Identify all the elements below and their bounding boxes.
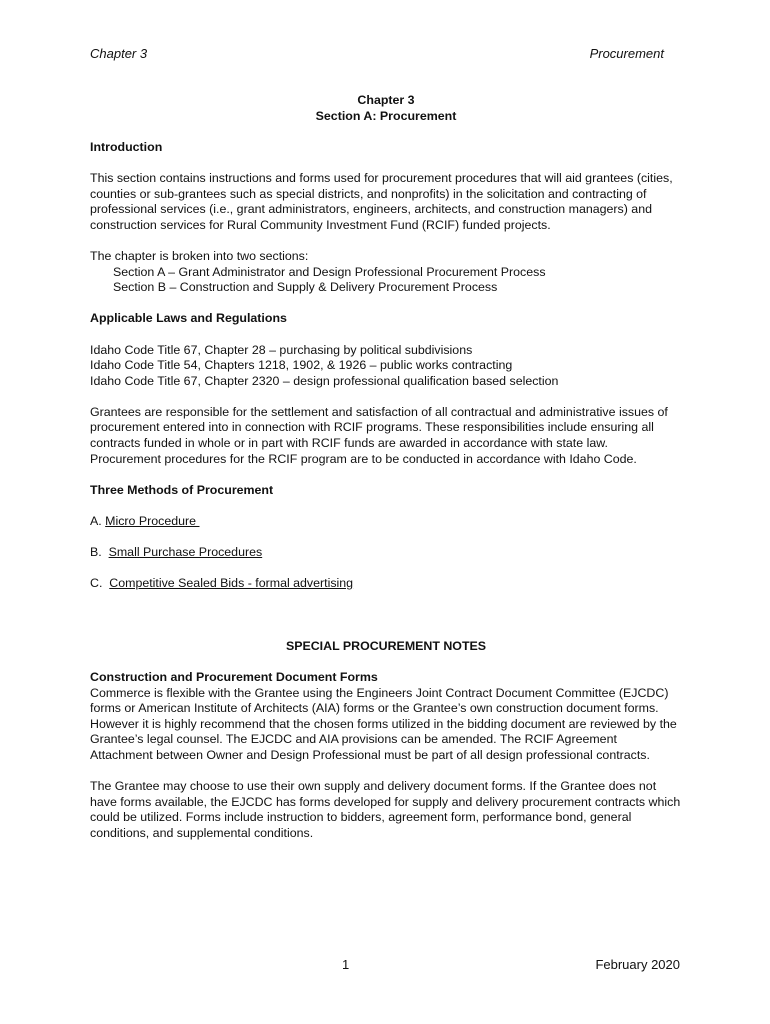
forms-paragraph: Commerce is flexible with the Grantee using the Engineers Joint Contract Document Committee (EJCDC) forms or American Institute of Architects (AIA) forms or the Grantee’s own construction document forms. However it is highly recommend that the chosen forms utilized in the bidding document are reviewed by the Grantee’s legal counsel. The EJCDC and AIA provisions can be amended. The RCIF Agreement Attachment between Owner and Design Professional must be part of all design professional contracts. (90, 685, 677, 762)
intro-heading: Introduction (90, 139, 163, 154)
method-c (90, 576, 682, 592)
forms-subheading: Construction and Procurement Document Forms (90, 669, 378, 684)
method-b-prefix: B. (90, 545, 109, 560)
method-a-prefix: A. (90, 514, 106, 529)
micro-procedure-link[interactable]: Micro Procedure (105, 514, 200, 529)
chapter-title: Chapter 3 (357, 93, 415, 107)
section-a-line: Section A – Grant Administrator and Design Professional Procurement Process (113, 264, 546, 279)
method-b (90, 545, 682, 561)
header-chapter: Chapter 3 (90, 46, 148, 61)
law-item: Idaho Code Title 67, Chapter 2320 – design professional qualification based selection (90, 373, 559, 388)
method-a (90, 514, 682, 530)
page-number: 1 (342, 957, 350, 972)
laws-heading: Applicable Laws and Regulations (90, 311, 287, 326)
intro-paragraph: This section contains instructions and forms used for procurement procedures that will aid grantees (cities, counties or sub-grantees such as special districts, and nonprofits) in the solicitation and contracting of professional services (i.e., grant administrators, engineers, architects, and construction managers) and construction services for Rural Community Investment Fund (RCIF) funded projects. (90, 170, 673, 232)
special-notes-heading: SPECIAL PROCUREMENT NOTES (285, 638, 487, 653)
page-content (90, 93, 682, 842)
competitive-bids-link[interactable]: Competitive Sealed Bids - formal advertising (109, 576, 354, 591)
supply-forms-paragraph: The Grantee may choose to use their own supply and delivery document forms. If the Grantee does not have forms available, the EJCDC has forms developed for supply and delivery procurement contracts which could be utilized. Forms include instruction to bidders, agreement form, performance bond, general conditions, and supplemental conditions. (90, 779, 681, 840)
law-item: Idaho Code Title 67, Chapter 28 – purchasing by political subdivisions (90, 342, 473, 357)
small-purchase-link[interactable]: Small Purchase Procedures (108, 545, 263, 560)
chapter-sections-intro: The chapter is broken into two sections: (90, 248, 309, 263)
footer-date: February 2020 (595, 957, 680, 972)
methods-heading: Three Methods of Procurement (90, 482, 274, 497)
section-b-line: Section B – Construction and Supply & Delivery Procurement Process (113, 280, 498, 295)
section-title: Section A: Procurement (315, 108, 457, 123)
header-topic: Procurement (589, 46, 664, 61)
responsibilities-paragraph: Grantees are responsible for the settlement and satisfaction of all contractual and administrative issues of procurement entered into in connection with RCIF programs. These responsibilities include ensuring all contracts funded in whole or in part with RCIF funds are awarded in accordance with state law. Procurement procedures for the RCIF program are to be conducted in accordance with Idaho Code. (90, 404, 668, 466)
law-item: Idaho Code Title 54, Chapters 1218, 1902, & 1926 – public works contracting (90, 358, 513, 373)
method-c-prefix: C. (90, 576, 110, 591)
